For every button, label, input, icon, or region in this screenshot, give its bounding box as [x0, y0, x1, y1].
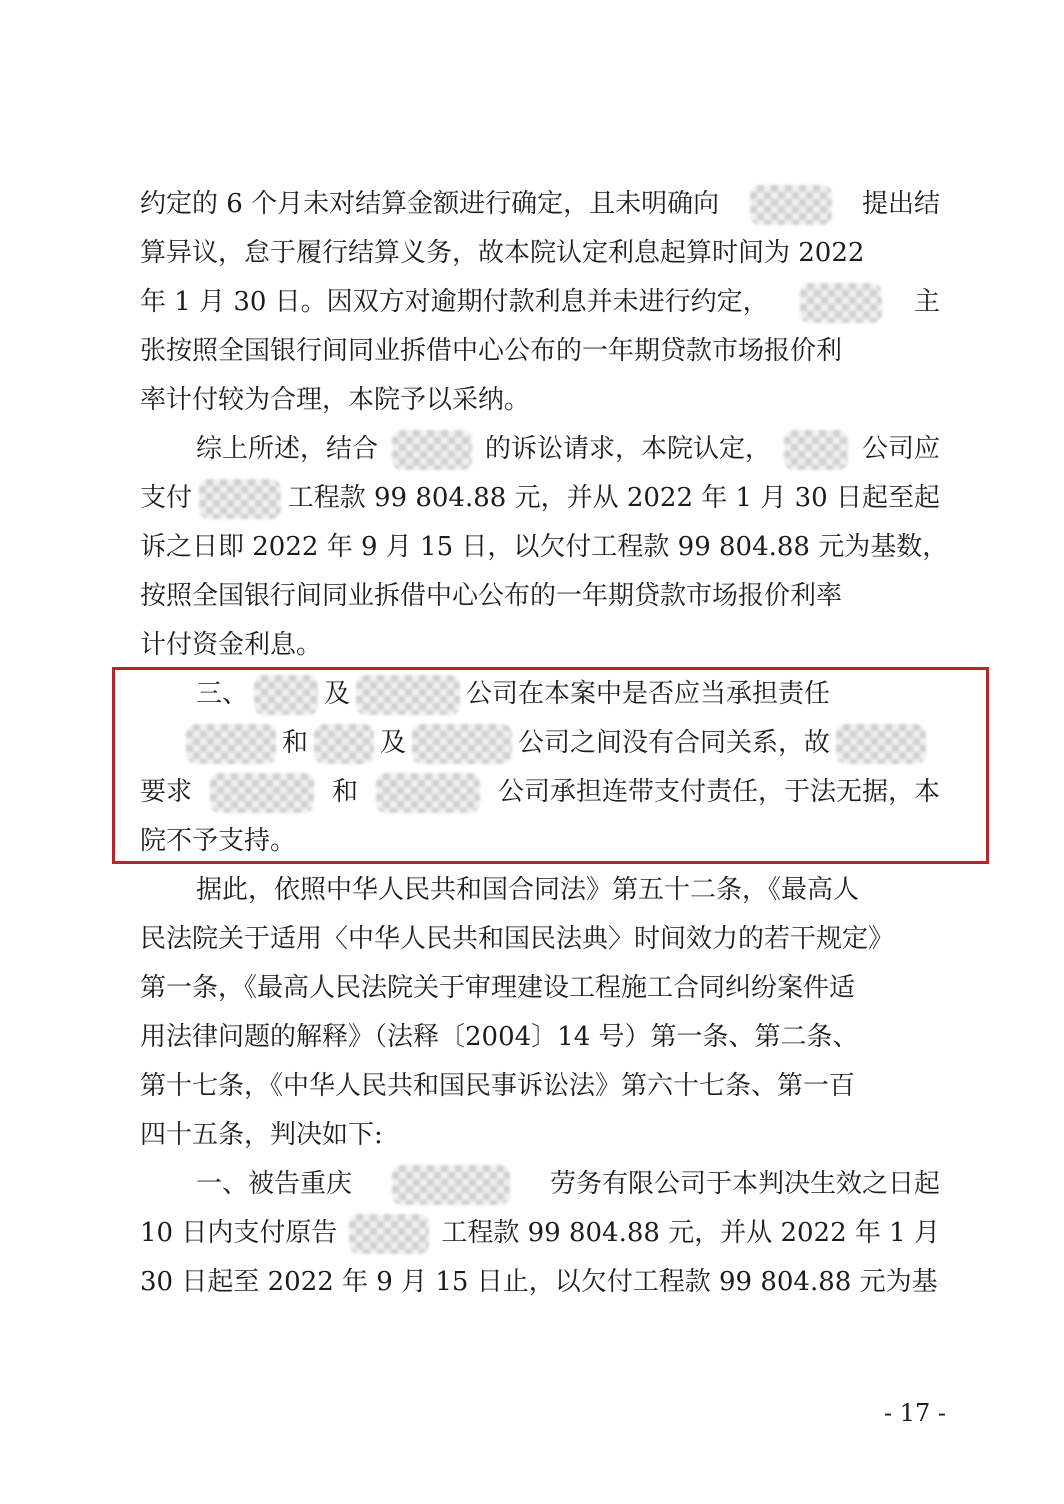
text-segment: 约定的 6 个月未对结算金额进行确定，且未明确向 [140, 189, 720, 219]
redaction-mask [392, 1165, 510, 1205]
text-segment: 民法院关于适用〈中华人民共和国民法典〉时间效力的若干规定》 [140, 924, 895, 954]
text-segment: 的诉讼请求，本院认定， [484, 434, 771, 464]
text-segment: 算异议，怠于履行结算义务，故本院认定利息起算时间为 2022 [140, 238, 865, 268]
text-segment: 工程款 99 804.88 元，并从 2022 年 1 月 [441, 1218, 940, 1248]
text-segment: 用法律问题的解释》（法释〔2004〕14 号）第一条、第二条、 [140, 1022, 859, 1052]
text-line [186, 719, 956, 768]
text-segment: 30 日起至 2022 年 9 月 15 日止，以欠付工程款 99 804.88 元为基 [140, 1267, 938, 1297]
section-heading [196, 670, 940, 719]
text-line [140, 229, 940, 278]
redaction-mask [349, 1214, 429, 1254]
text-segment: 工程款 99 804.88 元，并从 2022 年 1 月 30 日起至起 [287, 483, 940, 513]
redaction-mask [392, 430, 472, 470]
redaction-mask [412, 724, 512, 764]
text-segment: 提出结 [861, 189, 940, 219]
text-segment: 和 [331, 777, 358, 807]
redaction-mask [210, 773, 314, 813]
text-line [140, 376, 940, 425]
text-segment: 要求 [140, 777, 193, 807]
text-segment: 年 1 月 30 日。因双方对逾期付款利息并未进行约定， [140, 287, 769, 317]
text-line [140, 180, 940, 229]
text-segment: 一、被告重庆 [196, 1169, 353, 1199]
redaction-mask [186, 724, 276, 764]
redaction-mask [356, 675, 460, 715]
text-segment: 支付 [140, 483, 193, 513]
text-segment: 诉之日即 2022 年 9 月 15 日，以欠付工程款 99 804.88 元为基数， [140, 532, 949, 562]
text-segment: 公司之间没有合同关系，故 [518, 728, 831, 758]
redaction-mask [199, 479, 281, 519]
text-line [140, 768, 940, 817]
text-segment: 据此，依照中华人民共和国合同法》第五十二条，《最高人 [196, 875, 860, 905]
text-line [140, 327, 940, 376]
redaction-mask [254, 675, 318, 715]
text-line [140, 817, 940, 866]
redaction-mask [314, 724, 374, 764]
text-line [140, 1111, 940, 1160]
text-line [140, 1258, 940, 1307]
redaction-mask [784, 430, 848, 470]
text-segment: 公司承担连带支付责任，于法无据，本 [497, 777, 940, 807]
text-line [140, 621, 940, 670]
text-line [140, 572, 940, 621]
text-segment: 及 [324, 679, 351, 709]
redaction-mask [800, 283, 882, 323]
text-line [140, 915, 940, 964]
text-line [140, 1013, 940, 1062]
text-segment: 张按照全国银行间同业拆借中心公布的一年期贷款市场报价利 [140, 336, 843, 366]
text-line [140, 474, 940, 523]
text-line [140, 523, 949, 572]
text-line [140, 1062, 940, 1111]
text-segment: 及 [380, 728, 407, 758]
text-segment: 三、 [196, 679, 249, 709]
redaction-mask [376, 773, 480, 813]
redaction-mask [750, 185, 832, 225]
text-segment: 和 [282, 728, 309, 758]
redaction-mask [836, 724, 926, 764]
text-line [140, 964, 940, 1013]
text-segment: 第一条，《最高人民法院关于审理建设工程施工合同纠纷案件适 [140, 973, 856, 1003]
page-number: - 17 - [884, 1399, 947, 1427]
paragraph-first-line [196, 1160, 940, 1209]
text-segment: 公司在本案中是否应当承担责任 [466, 679, 831, 709]
text-segment: 公司应 [861, 434, 940, 464]
text-segment: 率计付较为合理，本院予以采纳。 [140, 385, 531, 415]
text-segment: 10 日内支付原告 [140, 1218, 338, 1248]
text-segment: 按照全国银行间同业拆借中心公布的一年期贷款市场报价利率 [140, 581, 843, 611]
text-segment: 主 [913, 287, 940, 317]
text-line [140, 278, 940, 327]
text-segment: 劳务有限公司于本判决生效之日起 [549, 1169, 940, 1199]
text-segment: 计付资金利息。 [140, 630, 323, 660]
text-segment: 四十五条，判决如下: [140, 1120, 383, 1150]
text-segment: 综上所述，结合 [196, 434, 379, 464]
paragraph-first-line [196, 425, 940, 474]
paragraph-first-line [196, 866, 940, 915]
text-segment: 第十七条，《中华人民共和国民事诉讼法》第六十七条、第一百 [140, 1071, 856, 1101]
text-segment: 院不予支持。 [140, 826, 297, 856]
text-line [140, 1209, 940, 1258]
